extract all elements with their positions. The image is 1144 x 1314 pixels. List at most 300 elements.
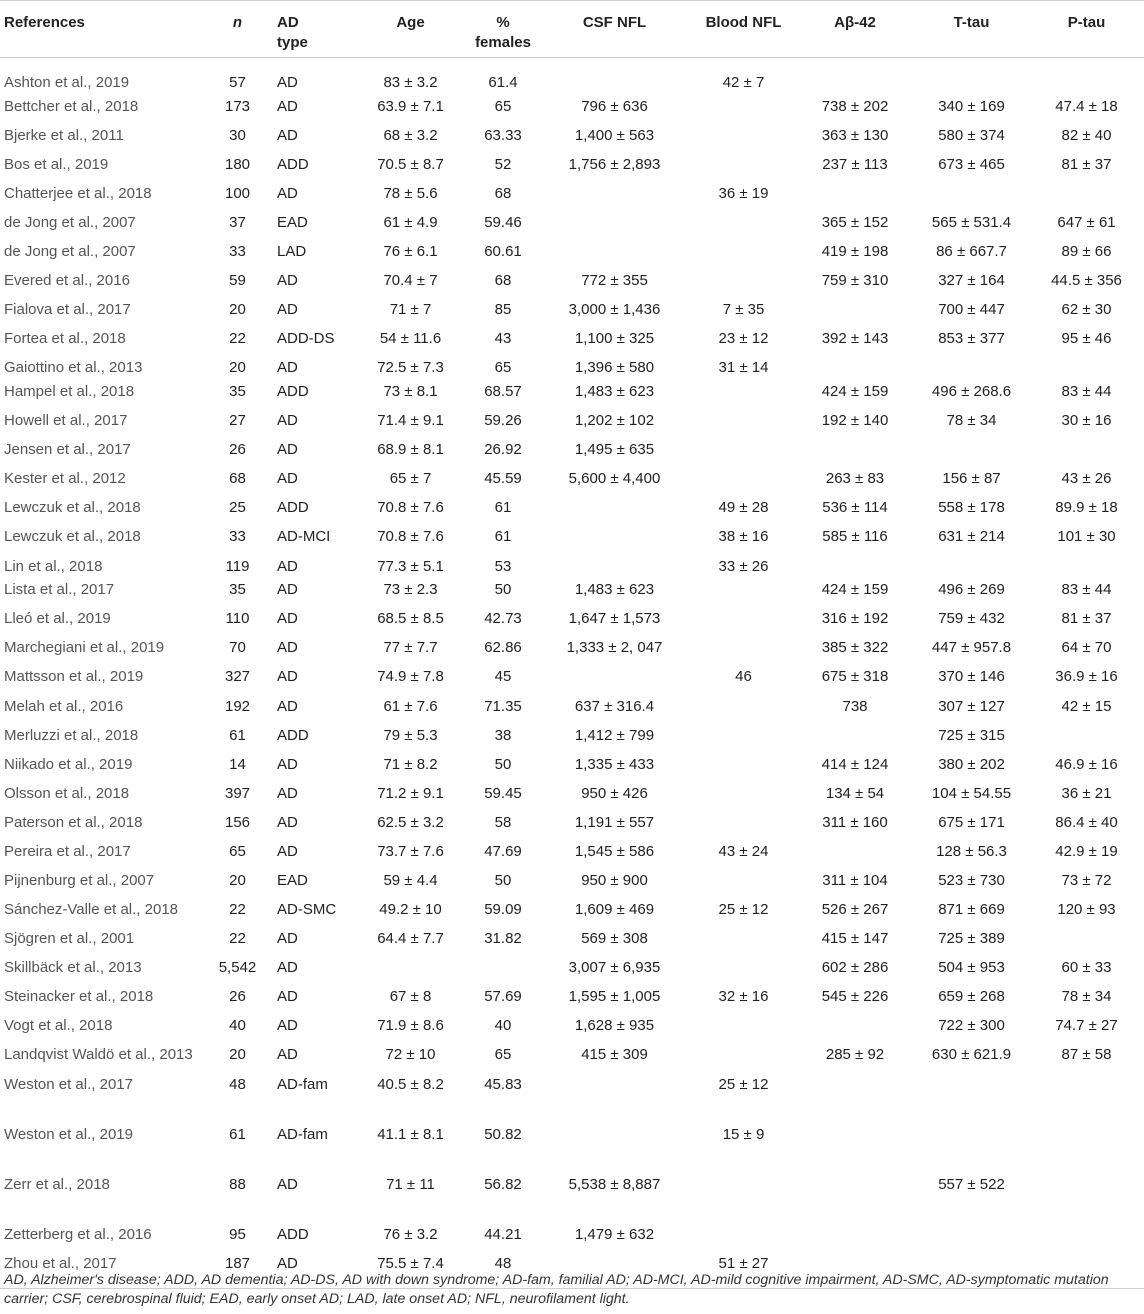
reference-cell: Bos et al., 2019 — [4, 155, 109, 173]
t-tau-cell: 86 ± 667.7 — [936, 243, 1007, 261]
csf-nfl-cell — [538, 180, 691, 209]
p-tau-cell — [1029, 1121, 1144, 1171]
header-p-tau: P-tau — [1029, 1, 1144, 58]
females-cell: 38 — [494, 726, 512, 744]
age-cell: 70.8 ± 7.6 — [377, 499, 444, 517]
females-cell: 45 — [494, 668, 512, 686]
p-tau-cell: 647 ± 61 — [1057, 214, 1116, 231]
blood-nfl-cell — [691, 925, 796, 954]
p-tau-cell — [1029, 722, 1144, 751]
blood-nfl-cell — [691, 780, 796, 809]
ad-type-cell: AD — [277, 959, 298, 977]
ad-type-cell: ADD — [277, 383, 309, 401]
csf-nfl-cell — [538, 209, 691, 238]
blood-nfl-cell: 36 ± 19 — [718, 184, 769, 202]
n-cell: 27 — [229, 412, 246, 430]
table-row — [0, 1042, 1144, 1071]
t-tau-cell: 722 ± 300 — [938, 1017, 1005, 1035]
t-tau-cell: 759 ± 432 — [938, 610, 1005, 628]
blood-nfl-cell: 32 ± 16 — [718, 988, 769, 1006]
females-cell: 50 — [494, 872, 512, 890]
blood-nfl-cell: 51 ± 27 — [691, 1251, 796, 1289]
abeta42-cell: 263 ± 83 — [825, 470, 885, 488]
table-row — [0, 407, 1144, 436]
n-cell: 14 — [229, 755, 246, 773]
females-cell: 47.69 — [484, 842, 522, 860]
table-row — [0, 925, 1144, 954]
p-tau-cell: 83 ± 44 — [1061, 581, 1112, 599]
t-tau-cell: 327 ± 164 — [938, 272, 1005, 290]
abeta42-cell — [796, 58, 914, 94]
reference-cell: de Jong et al., 2007 — [4, 243, 136, 261]
age-cell: 61 ± 7.6 — [383, 697, 438, 715]
blood-nfl-cell — [691, 867, 796, 896]
females-cell: 42.73 — [484, 610, 522, 628]
reference-cell: Howell et al., 2017 — [4, 412, 128, 430]
table-row — [0, 122, 1144, 151]
females-cell: 50 — [494, 581, 512, 599]
females-cell: 43 — [494, 330, 512, 348]
abeta42-cell — [796, 1071, 914, 1121]
p-tau-cell: 95 ± 46 — [1061, 330, 1112, 348]
ad-type-cell: AD — [277, 470, 298, 488]
blood-nfl-cell: 49 ± 28 — [718, 499, 769, 517]
table-row — [0, 838, 1144, 867]
ad-type-cell: AD — [277, 557, 298, 575]
age-cell: 73 ± 2.3 — [383, 581, 438, 599]
p-tau-cell: 73 ± 72 — [1061, 872, 1112, 890]
t-tau-cell: 871 ± 669 — [938, 901, 1005, 919]
table-row — [0, 495, 1144, 524]
p-tau-cell: 46.9 ± 16 — [1055, 755, 1118, 773]
blood-nfl-cell — [691, 1042, 796, 1071]
abeta42-cell — [796, 553, 914, 577]
ad-type-cell: AD — [277, 842, 298, 860]
csf-nfl-cell: 1,483 ± 623 — [574, 383, 655, 401]
header-age: Age — [353, 1, 468, 58]
ad-type-cell: AD — [275, 1251, 353, 1289]
reference-cell: Lewczuk et al., 2018 — [4, 499, 141, 517]
table-row — [0, 722, 1144, 751]
ad-type-cell: AD — [277, 610, 298, 628]
abeta42-cell: 424 ± 159 — [821, 581, 889, 599]
abeta42-cell: 526 ± 267 — [821, 901, 889, 919]
p-tau-cell: 120 ± 93 — [1057, 901, 1116, 919]
csf-nfl-cell: 1,756 ± 2,893 — [568, 155, 661, 173]
abeta42-cell: 738 ± 202 — [821, 97, 889, 115]
age-cell: 73 ± 8.1 — [383, 383, 438, 401]
t-tau-cell: 565 ± 531.4 — [931, 214, 1012, 231]
blood-nfl-cell: 31 ± 14 — [718, 359, 769, 377]
p-tau-cell: 101 ± 30 — [1057, 528, 1116, 546]
p-tau-cell: 78 ± 34 — [1061, 988, 1112, 1006]
csf-nfl-cell — [538, 524, 691, 553]
females-cell: 59.46 — [484, 214, 522, 231]
blood-nfl-cell: 15 ± 9 — [722, 1125, 765, 1143]
t-tau-cell: 673 ± 465 — [938, 155, 1005, 173]
table-row — [0, 378, 1144, 407]
csf-nfl-cell: 1,335 ± 433 — [574, 755, 655, 773]
females-cell: 60.61 — [484, 243, 522, 261]
females-cell: 68 — [494, 184, 512, 202]
abeta42-cell: 316 ± 192 — [821, 610, 889, 628]
blood-nfl-cell — [691, 722, 796, 751]
abeta42-cell: 424 ± 159 — [821, 383, 889, 401]
reference-cell: Paterson et al., 2018 — [4, 813, 143, 831]
abeta42-cell: 602 ± 286 — [821, 959, 889, 977]
ad-type-cell: AD-fam — [277, 1125, 328, 1143]
t-tau-cell: 558 ± 178 — [938, 499, 1005, 517]
n-cell: 119 — [225, 557, 250, 575]
csf-nfl-cell: 1,609 ± 469 — [574, 901, 655, 919]
blood-nfl-cell — [691, 955, 796, 984]
reference-cell: de Jong et al., 2007 — [4, 214, 136, 231]
females-cell: 65 — [494, 97, 512, 115]
blood-nfl-cell — [691, 93, 796, 122]
p-tau-cell — [1029, 437, 1144, 466]
reference-cell: Fortea et al., 2018 — [4, 330, 126, 348]
blood-nfl-cell — [691, 151, 796, 180]
t-tau-cell: 128 ± 56.3 — [936, 842, 1007, 860]
reference-cell: Chatterjee et al., 2018 — [4, 184, 152, 202]
table-row — [0, 1013, 1144, 1042]
t-tau-cell: 725 ± 315 — [938, 726, 1005, 744]
t-tau-cell — [914, 1121, 1029, 1171]
p-tau-cell: 89 ± 66 — [1061, 243, 1112, 261]
ad-type-cell: AD — [277, 74, 298, 91]
p-tau-cell: 30 ± 16 — [1061, 412, 1112, 430]
ad-type-cell: ADD-DS — [277, 330, 335, 348]
reference-cell: Bettcher et al., 2018 — [4, 97, 139, 115]
n-cell: 26 — [229, 441, 246, 459]
reference-cell: Pijnenburg et al., 2007 — [4, 872, 155, 890]
age-cell: 75.5 ± 7.4 — [353, 1251, 468, 1289]
blood-nfl-cell — [691, 1221, 796, 1250]
reference-cell: Melah et al., 2016 — [4, 697, 124, 715]
ad-type-cell: AD — [277, 301, 298, 319]
header-csf-nfl: CSF NFL — [538, 1, 691, 58]
ad-type-cell: ADD — [277, 1226, 309, 1244]
abeta42-cell: 392 ± 143 — [821, 330, 889, 348]
ad-type-cell: EAD — [277, 872, 308, 890]
age-cell: 71 ± 11 — [386, 1175, 435, 1193]
csf-nfl-cell: 1,647 ± 1,573 — [568, 610, 661, 628]
p-tau-cell: 81 ± 37 — [1061, 610, 1112, 628]
blood-nfl-cell: 46 — [735, 668, 752, 686]
females-cell: 63.33 — [484, 126, 522, 144]
p-tau-cell — [1029, 1071, 1144, 1121]
abeta42-cell: 134 ± 54 — [825, 784, 885, 802]
csf-nfl-cell: 1,545 ± 586 — [574, 842, 655, 860]
csf-nfl-cell: 3,000 ± 1,436 — [568, 301, 661, 319]
ad-type-cell: AD — [277, 441, 298, 459]
reference-cell: Ashton et al., 2019 — [4, 74, 130, 91]
females-cell: 62.86 — [484, 639, 522, 657]
csf-nfl-cell — [538, 495, 691, 524]
reference-cell: Weston et al., 2017 — [4, 1075, 133, 1093]
csf-nfl-cell: 569 ± 308 — [581, 930, 648, 948]
reference-cell: Niikado et al., 2019 — [4, 755, 133, 773]
ad-type-cell: LAD — [277, 243, 307, 261]
n-cell: 26 — [229, 988, 246, 1006]
females-cell: 26.92 — [484, 441, 522, 459]
n-cell: 37 — [229, 214, 246, 231]
age-cell: 77.3 ± 5.1 — [377, 557, 444, 575]
csf-nfl-cell: 1,412 ± 799 — [574, 726, 655, 744]
blood-nfl-cell — [691, 809, 796, 838]
age-cell: 71 ± 7 — [389, 301, 432, 319]
n-cell: 173 — [224, 97, 251, 115]
abeta42-cell: 385 ± 322 — [821, 639, 889, 657]
p-tau-cell: 86.4 ± 40 — [1055, 813, 1118, 831]
age-cell: 59 ± 4.4 — [383, 872, 438, 890]
n-cell: 33 — [229, 243, 246, 261]
reference-cell: Fialova et al., 2017 — [4, 301, 131, 319]
age-cell: 77 ± 7.7 — [383, 639, 438, 657]
n-cell: 33 — [229, 528, 246, 546]
abeta42-cell — [796, 180, 914, 209]
abeta42-cell: 545 ± 226 — [821, 988, 889, 1006]
csf-nfl-cell: 1,202 ± 102 — [574, 412, 655, 430]
blood-nfl-cell: 25 ± 12 — [718, 1075, 769, 1093]
csf-nfl-cell: 1,396 ± 580 — [574, 359, 655, 377]
ad-type-cell: AD — [277, 1046, 298, 1064]
females-cell: 56.82 — [484, 1175, 522, 1193]
n-cell: 20 — [229, 359, 246, 377]
ad-type-cell: EAD — [277, 214, 308, 231]
t-tau-cell: 675 ± 171 — [938, 813, 1005, 831]
blood-nfl-cell: 42 ± 7 — [722, 74, 765, 91]
abeta42-cell: 237 ± 113 — [822, 155, 888, 173]
csf-nfl-cell: 796 ± 636 — [581, 97, 648, 115]
ad-type-cell: AD — [277, 97, 298, 115]
reference-cell: Marchegiani et al., 2019 — [4, 639, 165, 657]
p-tau-cell: 42.9 ± 19 — [1055, 842, 1118, 860]
p-tau-cell: 42 ± 15 — [1061, 697, 1112, 715]
reference-cell: Pereira et al., 2017 — [4, 842, 131, 860]
t-tau-cell — [914, 58, 1029, 94]
t-tau-cell: 659 ± 268 — [938, 988, 1005, 1006]
table-row — [0, 693, 1144, 722]
age-cell: 72 ± 10 — [385, 1046, 436, 1064]
n-cell: 95 — [229, 1226, 246, 1244]
p-tau-cell: 87 ± 58 — [1061, 1046, 1112, 1064]
blood-nfl-cell — [691, 1013, 796, 1042]
age-cell: 73.7 ± 7.6 — [377, 842, 444, 860]
table-row — [0, 984, 1144, 1013]
reference-cell: Landqvist Waldö et al., 2013 — [4, 1046, 193, 1064]
females-cell: 65 — [494, 359, 512, 377]
females-cell: 65 — [494, 1046, 512, 1064]
t-tau-cell — [914, 180, 1029, 209]
reference-cell: Bjerke et al., 2011 — [4, 126, 124, 144]
ad-type-cell: AD — [277, 668, 298, 686]
abeta42-cell: 311 ± 160 — [822, 813, 888, 831]
abeta42-cell — [796, 1171, 914, 1221]
abeta42-cell: 415 ± 147 — [821, 930, 889, 948]
age-cell: 78 ± 5.6 — [383, 184, 438, 202]
reference-cell: Gaiottino et al., 2013 — [4, 359, 143, 377]
age-cell: 70.4 ± 7 — [383, 272, 438, 290]
n-cell: 40 — [229, 1017, 246, 1035]
reference-cell: Hampel et al., 2018 — [4, 383, 135, 401]
t-tau-cell: 700 ± 447 — [938, 301, 1005, 319]
reference-cell: Zhou et al., 2017 — [0, 1251, 200, 1289]
blood-nfl-cell — [691, 407, 796, 436]
blood-nfl-cell: 25 ± 12 — [718, 901, 769, 919]
table-row — [0, 180, 1144, 209]
abeta42-cell: 414 ± 124 — [821, 755, 889, 773]
t-tau-cell — [914, 553, 1029, 577]
abeta42-cell: 675 ± 318 — [821, 668, 889, 686]
p-tau-cell: 60 ± 33 — [1061, 959, 1112, 977]
header-ad-type: AD type — [275, 1, 353, 58]
reference-cell: Sjögren et al., 2001 — [4, 930, 135, 948]
ad-type-cell: AD — [277, 755, 298, 773]
p-tau-cell: 43 ± 26 — [1061, 470, 1112, 488]
females-cell: 85 — [494, 301, 512, 319]
reference-cell: Zetterberg et al., 2016 — [4, 1226, 152, 1244]
blood-nfl-cell — [691, 209, 796, 238]
n-cell: 397 — [224, 784, 251, 802]
ad-type-cell: ADD — [277, 726, 309, 744]
table-row — [0, 466, 1144, 495]
csf-nfl-cell — [538, 238, 691, 267]
p-tau-cell: 44.5 ± 356 — [1051, 272, 1122, 290]
age-cell: 76 ± 6.1 — [383, 243, 438, 261]
table-row — [0, 867, 1144, 896]
abeta42-cell — [796, 1013, 914, 1042]
header-blood-nfl: Blood NFL — [691, 1, 796, 58]
p-tau-cell — [1029, 553, 1144, 577]
abeta42-cell — [796, 1221, 914, 1250]
age-cell: 41.1 ± 8.1 — [377, 1125, 444, 1143]
csf-nfl-cell: 1,400 ± 563 — [574, 126, 655, 144]
csf-nfl-cell — [538, 58, 691, 94]
females-cell: 45.83 — [484, 1075, 522, 1093]
age-cell: 71 ± 8.2 — [383, 755, 438, 773]
p-tau-cell — [1029, 58, 1144, 94]
table-row — [0, 355, 1144, 379]
abeta42-cell — [796, 355, 914, 379]
age-cell: 63.9 ± 7.1 — [377, 97, 444, 115]
females-cell: 44.21 — [484, 1226, 522, 1244]
blood-nfl-cell: 7 ± 35 — [722, 301, 765, 319]
age-cell: 68.5 ± 8.5 — [377, 610, 444, 628]
reference-cell: Lista et al., 2017 — [4, 581, 115, 599]
t-tau-cell: 631 ± 214 — [938, 528, 1005, 546]
females-cell: 40 — [494, 1017, 512, 1035]
table-row — [0, 209, 1144, 238]
csf-nfl-cell: 5,538 ± 8,887 — [568, 1175, 661, 1193]
n-cell: 20 — [229, 1046, 246, 1064]
table-row — [0, 664, 1144, 693]
blood-nfl-cell: 43 ± 24 — [718, 842, 769, 860]
table-row — [0, 238, 1144, 267]
abeta42-cell: 363 ± 130 — [821, 126, 889, 144]
ad-type-cell: AD-fam — [277, 1075, 328, 1093]
t-tau-cell: 504 ± 953 — [938, 959, 1005, 977]
table-row — [0, 780, 1144, 809]
t-tau-cell: 156 ± 87 — [942, 470, 1001, 488]
females-cell: 61 — [494, 499, 512, 517]
csf-nfl-cell: 415 ± 309 — [581, 1046, 648, 1064]
ad-type-cell: AD — [277, 930, 298, 948]
abeta42-cell: 585 ± 116 — [822, 528, 888, 546]
table-row — [0, 93, 1144, 122]
females-cell: 68 — [494, 272, 512, 290]
females-cell: 59.26 — [484, 412, 522, 430]
n-cell: 68 — [229, 470, 246, 488]
table-row — [0, 326, 1144, 355]
ad-type-cell: AD — [277, 359, 298, 377]
ad-type-cell: AD — [277, 1175, 298, 1193]
age-cell: 61 ± 4.9 — [383, 214, 438, 231]
p-tau-cell: 62 ± 30 — [1061, 301, 1112, 319]
ad-type-cell: AD — [277, 184, 298, 202]
csf-nfl-cell: 5,600 ± 4,400 — [568, 470, 661, 488]
table-row — [0, 437, 1144, 466]
abeta42-cell — [796, 1121, 914, 1171]
age-cell: 62.5 ± 3.2 — [377, 813, 444, 831]
table-row — [0, 606, 1144, 635]
n-cell: 180 — [224, 155, 251, 173]
table-row — [0, 151, 1144, 180]
p-tau-cell: 82 ± 40 — [1061, 126, 1112, 144]
n-cell: 22 — [229, 901, 246, 919]
n-cell: 48 — [229, 1075, 246, 1093]
table-footnote: AD, Alzheimer's disease; ADD, AD dementia; AD-DS, AD with down syndrome; AD-fam, familial AD; AD-MCI, AD-mild cognitive impairment, AD-SMC, AD-symptomatic mutation carrier; CSF, cerebrospinal fluid; EAD, early onset AD; LAD, late onset AD; NFL, neurofilament light. — [4, 1272, 1109, 1307]
age-cell: 70.8 ± 7.6 — [377, 528, 444, 546]
n-cell: 59 — [229, 272, 246, 290]
reference-cell: Jensen et al., 2017 — [4, 441, 131, 459]
table-row — [0, 524, 1144, 553]
reference-cell: Kester et al., 2012 — [4, 470, 126, 488]
table-row — [0, 297, 1144, 326]
table-row — [0, 955, 1144, 984]
reference-cell: Merluzzi et al., 2018 — [4, 726, 139, 744]
females-cell: 59.45 — [484, 784, 522, 802]
females-cell: 61.4 — [488, 74, 518, 91]
n-cell: 110 — [225, 610, 250, 628]
t-tau-cell: 496 ± 269 — [938, 581, 1005, 599]
age-cell: 79 ± 5.3 — [383, 726, 438, 744]
csf-nfl-cell: 1,191 ± 557 — [574, 813, 655, 831]
reference-cell: Vogt et al., 2018 — [4, 1017, 113, 1035]
t-tau-cell: 496 ± 268.6 — [931, 383, 1012, 401]
csf-nfl-cell — [538, 1071, 691, 1121]
csf-nfl-cell: 637 ± 316.4 — [574, 697, 655, 715]
females-cell: 68.57 — [484, 383, 522, 401]
abeta42-cell: 759 ± 310 — [821, 272, 889, 290]
n-cell: 327 — [224, 668, 251, 686]
csf-nfl-cell: 772 ± 355 — [581, 272, 648, 290]
t-tau-cell: 78 ± 34 — [946, 412, 997, 430]
age-cell: 83 ± 3.2 — [383, 74, 438, 91]
p-tau-cell: 36.9 ± 16 — [1055, 668, 1118, 686]
blood-nfl-cell — [691, 466, 796, 495]
n-cell: 65 — [229, 842, 246, 860]
p-tau-cell: 74.7 ± 27 — [1055, 1017, 1118, 1035]
t-tau-cell — [914, 437, 1029, 466]
females-cell: 57.69 — [484, 988, 522, 1006]
csf-nfl-cell — [538, 664, 691, 693]
age-cell: 72.5 ± 7.3 — [377, 359, 444, 377]
blood-nfl-cell — [691, 635, 796, 664]
females-cell: 53 — [494, 557, 512, 575]
table-row — [0, 1221, 1144, 1250]
reference-cell: Evered et al., 2016 — [4, 272, 130, 290]
